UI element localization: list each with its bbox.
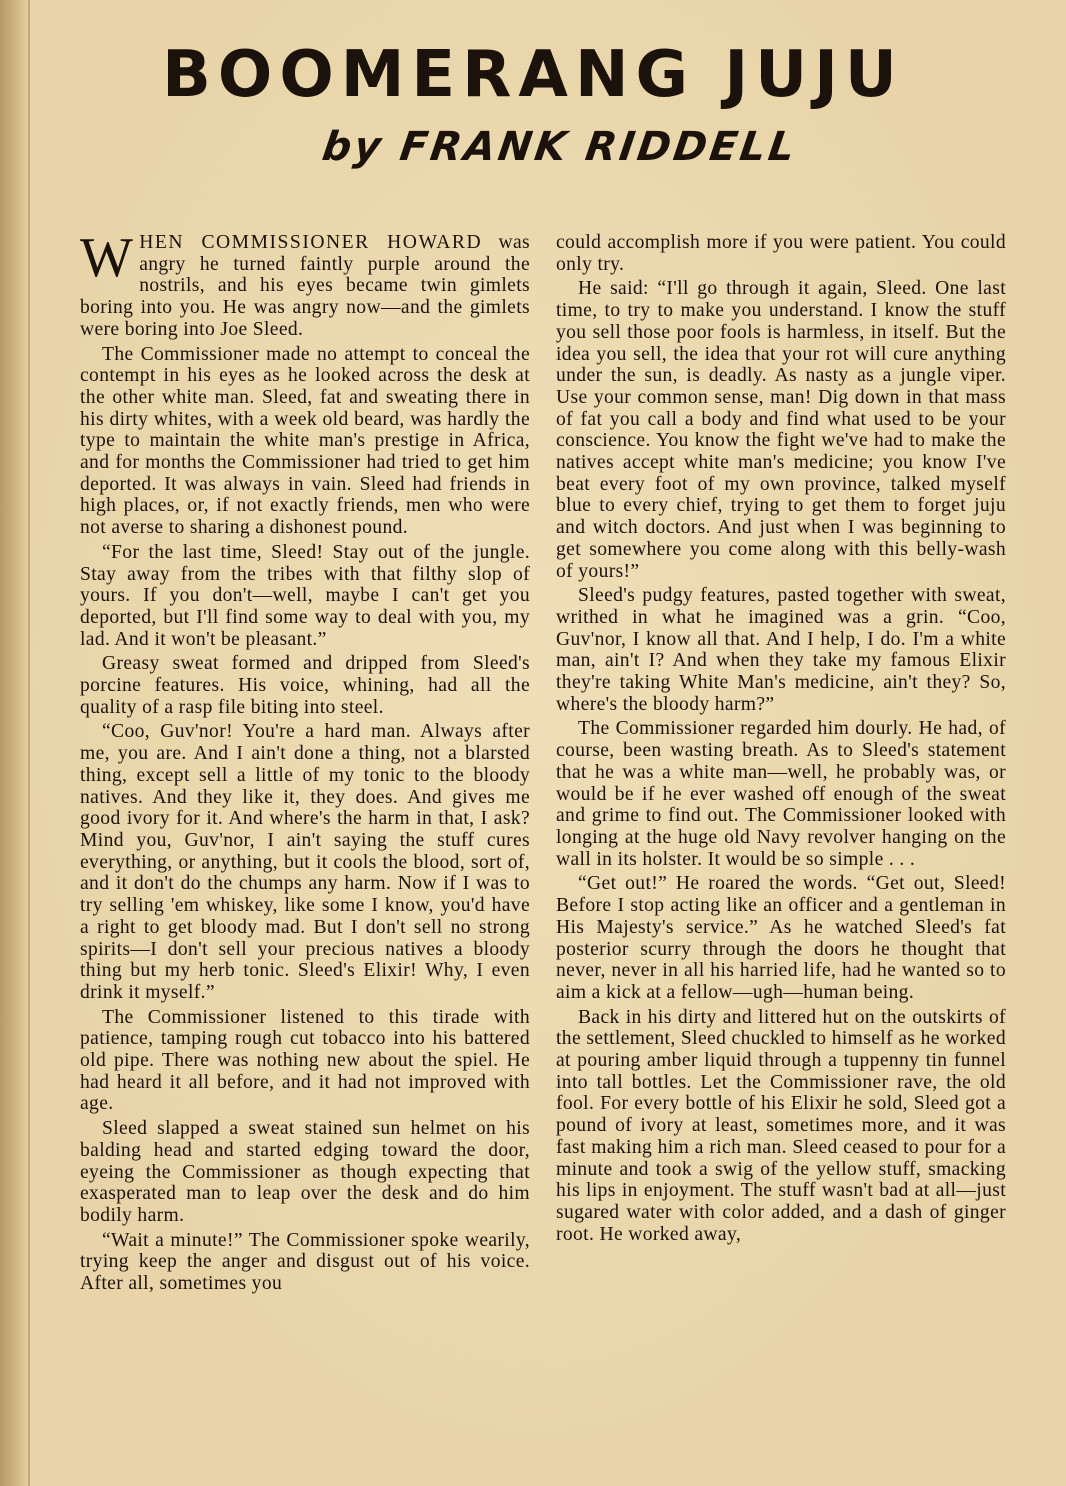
paragraph: The Commissioner regarded him dourly. He had, of course, been wasting breath. As to Sleed's statement that he was a white man—well, he probably was, or would be if he ever washed off enough of the sweat and grime to find out. The Commissioner looked with longing at the huge old Navy revolver hanging on the wall in its holster. It would be so simple . . . [556, 718, 1006, 870]
paragraph: Sleed slapped a sweat stained sun helmet on his balding head and started edging toward the door, eyeing the Commissioner as though expecting that exasperated man to leap over the desk and do him bodily harm. [80, 1118, 530, 1226]
paragraph: “Get out!” He roared the words. “Get out, Sleed! Before I stop acting like an officer and a gentleman in His Majesty's service.” As he watched Sleed's fat posterior scurry through the doors he thought that never, never in all his harried life, had he wanted so to aim a kick at a fellow—ugh—human being. [556, 873, 1006, 1003]
paragraph: Greasy sweat formed and dripped from Sleed's porcine features. His voice, whining, had all the quality of a rasp file biting into steel. [80, 653, 530, 718]
text-column-right [556, 232, 1006, 1248]
page-spine-shadow [0, 0, 30, 1486]
drop-cap: W [80, 227, 134, 289]
paragraph: “Wait a minute!” The Commissioner spoke wearily, trying keep the anger and disgust out of his voice. After all, sometimes you [80, 1229, 530, 1295]
paragraph: Sleed's pudgy features, pasted together with sweat, writhed in what he imagined was a grin. “Coo, Guv'nor, I know all that. And I help, I do. I'm a white man, ain't I? And when they take my famous Elixir they're taking White Man's medicine, ain't they? So, where's the bloody harm?” [556, 585, 1006, 715]
paragraph: Back in his dirty and littered hut on the outskirts of the settlement, Sleed chuckled to himself as he worked at pouring amber liquid through a tuppenny tin funnel into tall bottles. Let the Commissioner rave, the old fool. For every bottle of his Elixir he sold, Sleed got a pound of ivory at least, sometimes more, and it was fast making him a rich man. Sleed ceased to pour for a minute and took a swig of the yellow stuff, smacking his lips in enjoyment. The stuff wasn't bad at all—just sugared water with color added, and a dash of ginger root. He worked away, [556, 1006, 1006, 1245]
continued-paragraph: could accomplish more if you were patient. You could only try. [556, 232, 1006, 275]
lead-in-caps: HEN COMMISSIONER HOWARD [139, 232, 483, 253]
paragraph: He said: “I'll go through it again, Sleed. One last time, to try to make you understand. I know the stuff you sell those poor fools is harmless, in itself. But the idea you sell, the idea that your rot will cure anything under the sun, is deadly. As nasty as a jungle viper. Use your common sense, man! Dig down in that mass of fat you call a body and find what used to be your conscience. You know the fight we've had to make the natives accept white man's medicine; you know I've beat every foot of my own province, talked myself blue to every chief, trying to get them to forget juju and witch doctors. And just when I was beginning to get somewhere you come along with this belly-wash of yours!” [556, 278, 1006, 582]
paragraph: “For the last time, Sleed! Stay out of the jungle. Stay away from the tribes with that filthy slop of yours. If you don't—well, maybe I can't get you deported, but I'll find some way to deal with you, my lad. And it won't be pleasant.” [80, 541, 530, 650]
story-byline: by FRANK RIDDELL [319, 124, 801, 170]
page-gutter-line [28, 0, 30, 1486]
opening-paragraph [80, 227, 530, 341]
paragraph: The Commissioner listened to this tirade with patience, tamping rough cut tobacco into his battered old pipe. There was nothing new about the spiel. He had heard it all before, and it had not improved with age. [80, 1006, 530, 1115]
story-title: BOOMERANG JUJU [162, 38, 904, 112]
opening-paragraph-text: was angry he turned faintly purple around the nostrils, and his eyes became twin gimlets boring into you. He was angry now—and the gimlets were boring into Joe Sleed. [80, 232, 530, 340]
paragraph: “Coo, Guv'nor! You're a hard man. Always after me, you are. And I ain't done a thing, not a blarsted thing, except sell a little of my tonic to the bloody natives. And they like it, they does. And gives me good ivory for it. And where's the harm in that, I ask? Mind you, Guv'nor, I ain't saying the stuff cures everything, or anything, but it cools the blood, sort of, and it don't do the chumps any harm. Now if I was to try selling 'em whiskey, like some I know, you'd have a right to get bloody mad. But I don't sell no strong spirits—I don't sell your precious natives a bloody thing but my herb tonic. Sleed's Elixir! Why, I even drink it myself.” [80, 721, 530, 1003]
paragraph: The Commissioner made no attempt to conceal the contempt in his eyes as he looked across the desk at the other white man. Sleed, fat and sweating there in his dirty whites, with a week old beard, was hardly the type to maintain the white man's prestige in Africa, and for months the Commissioner had tried to get him deported. It was always in vain. Sleed had friends in high places, or, if not exactly friends, men who were not averse to sharing a dishonest pound. [80, 343, 530, 539]
text-column-left [80, 227, 530, 1298]
